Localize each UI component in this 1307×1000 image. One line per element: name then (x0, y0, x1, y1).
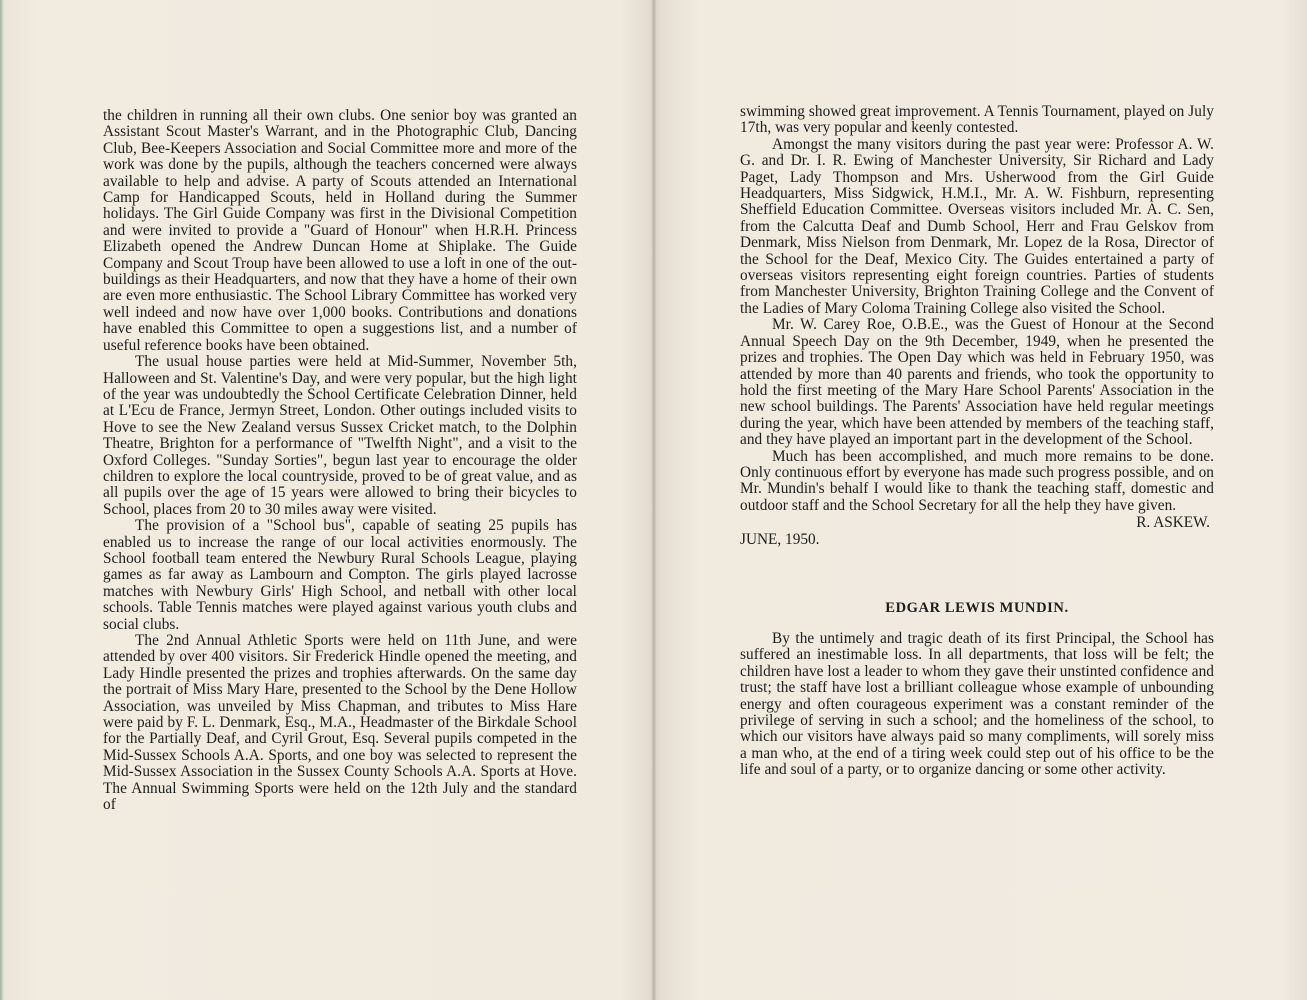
left-paragraph-1: the children in running all their own clubs. One senior boy was granted an Assistant Scout Master's Warrant, and in the Photographic Club, Dancing Club, Bee-Keepers Association and Social Committee more and more of the work was done by the pupils, although the teachers concerned were always available to help and advise. A party of Scouts attended an International Camp for Handicapped Scouts, held in Holland during the Summer holidays. The Girl Guide Company was first in the Divisional Competition and were invited to provide a "Guard of Honour" when H.R.H. Princess Elizabeth opened the Andrew Duncan Home at Shiplake. The Guide Company and Scout Troup have been allowed to use a loft in one of the out-buildings as their Headquarters, and now that they have a home of their own are even more enthusiastic. The School Library Committee has worked very well indeed and now have over 1,000 books. Contributions and donations have enabled this Committee to open a suggestions list, and a number of useful reference books have been obtained. (103, 107, 577, 354)
center-fold (652, 0, 656, 1000)
left-paragraph-2: The usual house parties were held at Mid-Summer, November 5th, Halloween and St. Valentine's Day, and were very popular, but the high light of the year was undoubtedly the School Certificate Celebration Dinner, held at L'Ecu de France, Jermyn Street, London. Other outings included visits to Hove to see the New Zealand versus Sussex Cricket match, to the Dolphin Theatre, Brighton for a performance of "Twelfth Night", and a visit to the Oxford Colleges. "Sunday Sorties", begun last year to encourage the older children to explore the local countryside, proved to be of great value, and as all pupils over the age of 15 years were allowed to bring their bicycles to School, places from 20 to 30 miles away were visited. (103, 353, 577, 518)
section-heading: EDGAR LEWIS MUNDIN. (885, 599, 1069, 616)
date-line: JUNE, 1950. (740, 530, 820, 548)
left-page (103, 108, 577, 813)
paper-edge (0, 0, 4, 1000)
right-paragraph-2: Amongst the many visitors during the past year were: Professor A. W. G. and Dr. I. R. Ewing of Manchester University, Sir Richard and Lady Paget, Lady Thompson and Mrs. Usherwood from the Girl Guide Headquarters, Miss Sidgwick, H.M.I., Mr. A. W. Fishburn, representing Sheffield Education Committee. Overseas visitors included Mr. A. C. Sen, from the Calcutta Deaf and Dumb School, Herr and Frau Gelskov from Denmark, Miss Nielson from Denmark, Mr. Lopez de la Rosa, Director of the School for the Deaf, Mexico City. The Guides entertained a party of overseas visitors representing eight foreign countries. Parties of students from Manchester University, Brighton Training College and the Convent of the Ladies of Mary Coloma Training College also visited the School. (740, 135, 1214, 317)
tribute-paragraph: By the untimely and tragic death of its first Principal, the School has suffered an inestimable loss. In all departments, that loss will be felt; the children have lost a leader to whom they gave their unstinted confidence and trust; the staff have lost a brilliant colleague whose example of unbounding energy and often courageous experiment was a constant reminder of the privilege of serving in such a school; and the homeliness of the school, to which our visitors have always paid so many compliments, will sorely miss a man who, at the end of a tiring week could step out of his office to be the life and soul of a party, or to organize dancing or some other activity. (740, 629, 1214, 779)
right-paragraph-1: swimming showed great improvement. A Tennis Tournament, played on July 17th, was very popular and keenly contested. (740, 103, 1214, 137)
left-paragraph-4: The 2nd Annual Athletic Sports were held on 11th June, and were attended by over 400 visitors. Sir Frederick Hindle opened the meeting, and Lady Hindle presented the prizes and trophies afterwards. On the same day the portrait of Miss Mary Hare, presented to the School by the Dene Hollow Association, was unveiled by Miss Chapman, and tributes to Miss Hare were paid by F. L. Denmark, Esq., M.A., Headmaster of the Birkdale School for the Partially Deaf, and Cyril Grout, Esq. Several pupils competed in the Mid-Sussex Schools A.A. Sports, and one boy was selected to represent the Mid-Sussex Association in the Sussex County Schools A.A. Sports at Hove. The Annual Swimming Sports were held on the 12th July and the standard of (103, 632, 577, 814)
right-paragraph-4: Much has been accomplished, and much more remains to be done. Only continuous effort by everyone has made such progress possible, and on Mr. Mundin's behalf I would like to thank the teaching staff, domestic and outdoor staff and the School Secretary for all the help they have given. (740, 447, 1214, 514)
right-paragraph-3: Mr. W. Carey Roe, O.B.E., was the Guest of Honour at the Second Annual Speech Day on the 9th December, 1949, when he presented the prizes and trophies. The Open Day which was held in February 1950, was attended by more than 40 parents and friends, who took the opportunity to hold the first meeting of the Mary Hare School Parents' Association in the new school buildings. The Parents' Association have held regular meetings during the year, which have been attended by members of the teaching staff, and they have played an important part in the development of the School. (740, 316, 1214, 449)
signature: R. ASKEW. (1136, 514, 1210, 532)
right-page (740, 104, 1214, 779)
left-paragraph-3: The provision of a "School bus", capable of seating 25 pupils has enabled us to increase the range of our local activities enormously. The School football team entered the Newbury Rural Schools League, playing games as far away as Lambourn and Compton. The girls played lacrosse matches with Newbury Girls' High School, and netball with other local schools. Table Tennis matches were played against various youth clubs and social clubs. (103, 517, 577, 633)
